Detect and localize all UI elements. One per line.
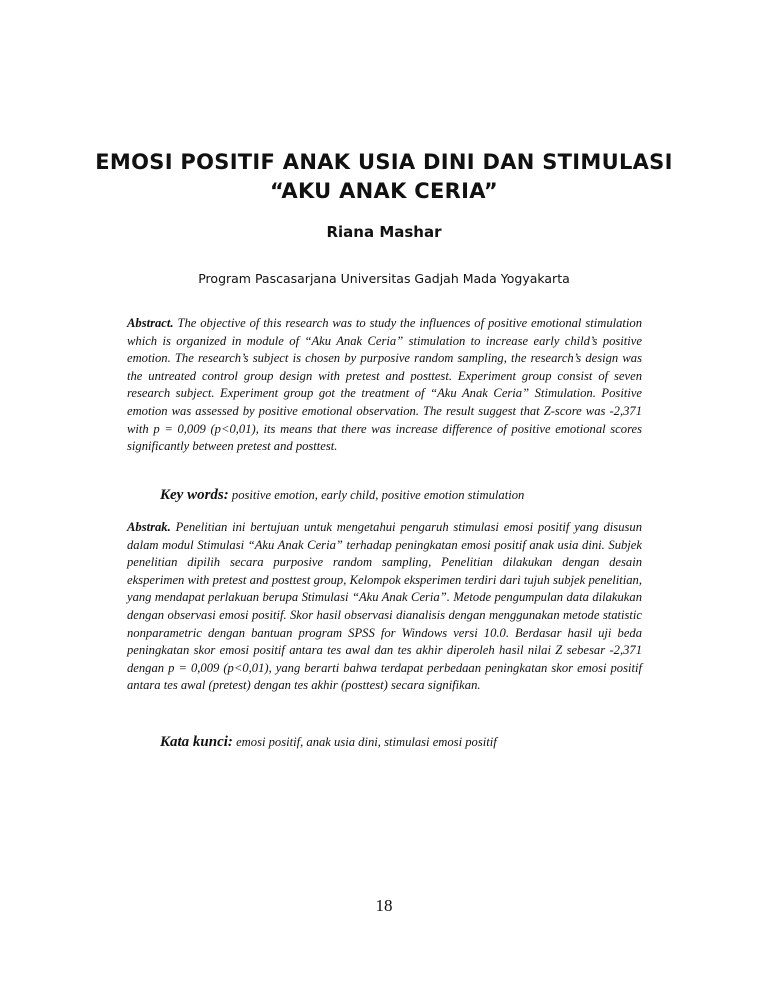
abstract-english-label: Abstract. xyxy=(127,316,174,330)
keywords-indonesian-text: emosi positif, anak usia dini, stimulasi emosi positif xyxy=(236,735,497,749)
abstract-indonesian-label: Abstrak. xyxy=(127,520,171,534)
abstract-indonesian-text: Penelitian ini bertujuan untuk mengetahui pengaruh stimulasi emosi positif yang disusun dalam modul Stimulasi “Aku Anak Ceria” terhadap peningkatan emosi positif anak usia dini. Subjek penelitian dipilih secara purposive random sampling, Penelitian dilakukan dengan desain eksperimen with pretest and posttest group, Kelompok eksperimen terdiri dari tujuh subjek penelitian, yang mendapat perlakuan berupa Stimulasi “Aku Anak Ceria”. Metode pengumpulan data dilakukan dengan observasi emosi positif. Skor hasil observasi dianalisis dengan menggunakan metode statistic nonparametric dengan bantuan program SPSS for Windows versi 10.0. Berdasar hasil uji beda peningkatan skor emosi positif antara tes awal dan tes akhir diperoleh hasil nilai Z sebesar -2,371 dengan p = 0,009 (p<0,01), yang berarti bahwa terdapat perbedaan peningkatan skor emosi positif antara tes awal (pretest) dengan tes akhir (posttest) secara signifikan. xyxy=(127,520,642,693)
keywords-indonesian-label: Kata kunci: xyxy=(160,734,233,750)
keywords-indonesian xyxy=(160,732,680,752)
author-name: Riana Mashar xyxy=(326,223,442,241)
paper-title-line-1: EMOSI POSITIF ANAK USIA DINI DAN STIMULASI xyxy=(95,150,673,174)
keywords-english-text: positive emotion, early child, positive emotion stimulation xyxy=(231,488,525,502)
paper-title-line-2: “AKU ANAK CERIA” xyxy=(270,179,498,203)
abstract-english xyxy=(127,315,642,456)
abstract-indonesian xyxy=(127,519,642,695)
abstract-english-text: The objective of this research was to study the influences of positive emotional stimulation which is organized in module of “Aku Anak Ceria” stimulation to increase early child’s positive emotion. The research’s subject is chosen by purposive random sampling, the research’s design was the untreated control group design with pretest and posttest. Experiment group consist of seven research subject. Experiment group got the treatment of “Aku Anak Ceria” Stimulation. Positive emotion was assessed by positive emotional observation. The result suggest that Z-score was -2,371 with p = 0,009 (p<0,01), its means that there was increase difference of positive emotional scores significantly between pretest and posttest. xyxy=(127,316,642,454)
author-affiliation: Program Pascasarjana Universitas Gadjah Mada Yogyakarta xyxy=(198,271,570,286)
keywords-english xyxy=(160,485,680,505)
keywords-english-label: Key words: xyxy=(160,487,229,503)
page-number: 18 xyxy=(375,896,393,915)
